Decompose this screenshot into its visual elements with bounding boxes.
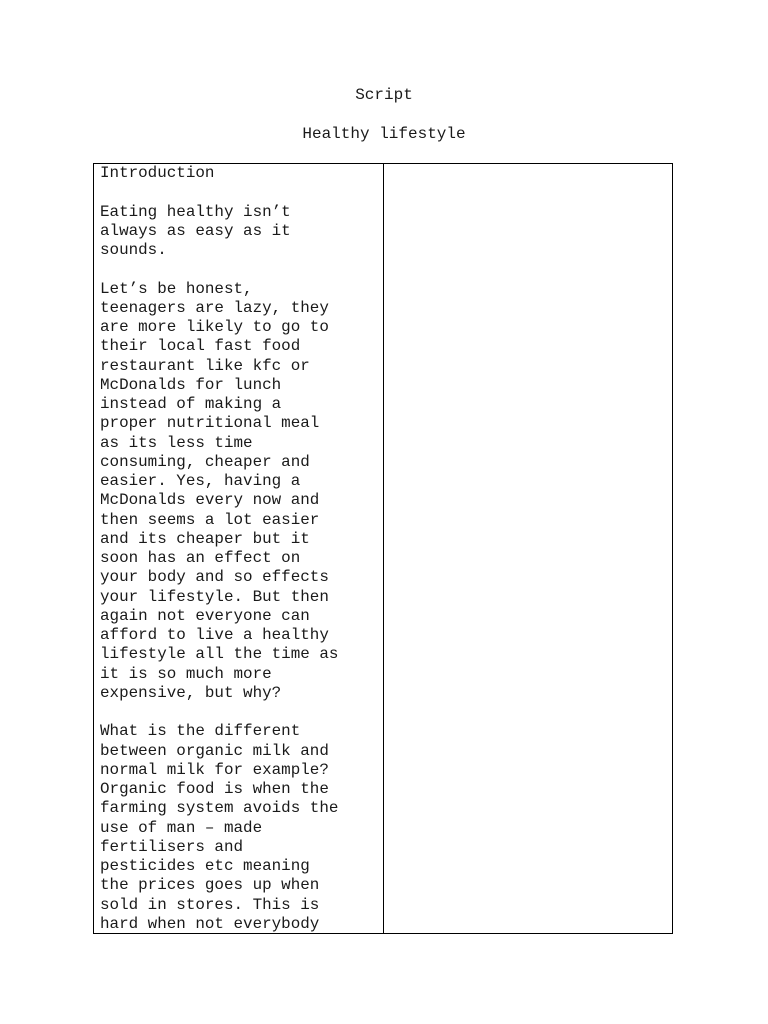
paragraph-spacer <box>100 183 383 202</box>
paragraph-organic: What is the different between organic milk and normal milk for example? Organic food is when the farming system avoids the use of man – made fertilisers and pesticides etc meaning the prices goes up when sold in stores. This is hard when not everybody <box>100 722 339 933</box>
section-heading: Introduction <box>100 164 215 182</box>
document-title: Script <box>355 86 413 104</box>
script-left-column <box>94 164 384 933</box>
paragraph-fast-food: Let’s be honest, teenagers are lazy, they are more likely to go to their local fast food restaurant like kfc or McDonalds for lunch instead of making a proper nutritional meal as its less time consuming, cheaper and easier. Yes, having a McDonalds every now and then seems a lot easier and its cheaper but it soon has an effect on your body and so effects your lifestyle. But then again not everyone can afford to live a healthy lifestyle all the time as it is so much more expensive, but why? <box>100 279 339 702</box>
paragraph-spacer <box>100 703 383 722</box>
script-table <box>93 163 673 934</box>
document-subtitle: Healthy lifestyle <box>302 125 466 143</box>
paragraph-spacer <box>100 260 383 279</box>
script-right-column <box>384 164 672 933</box>
paragraph-intro: Eating healthy isn’t always as easy as it sounds. <box>100 202 291 259</box>
